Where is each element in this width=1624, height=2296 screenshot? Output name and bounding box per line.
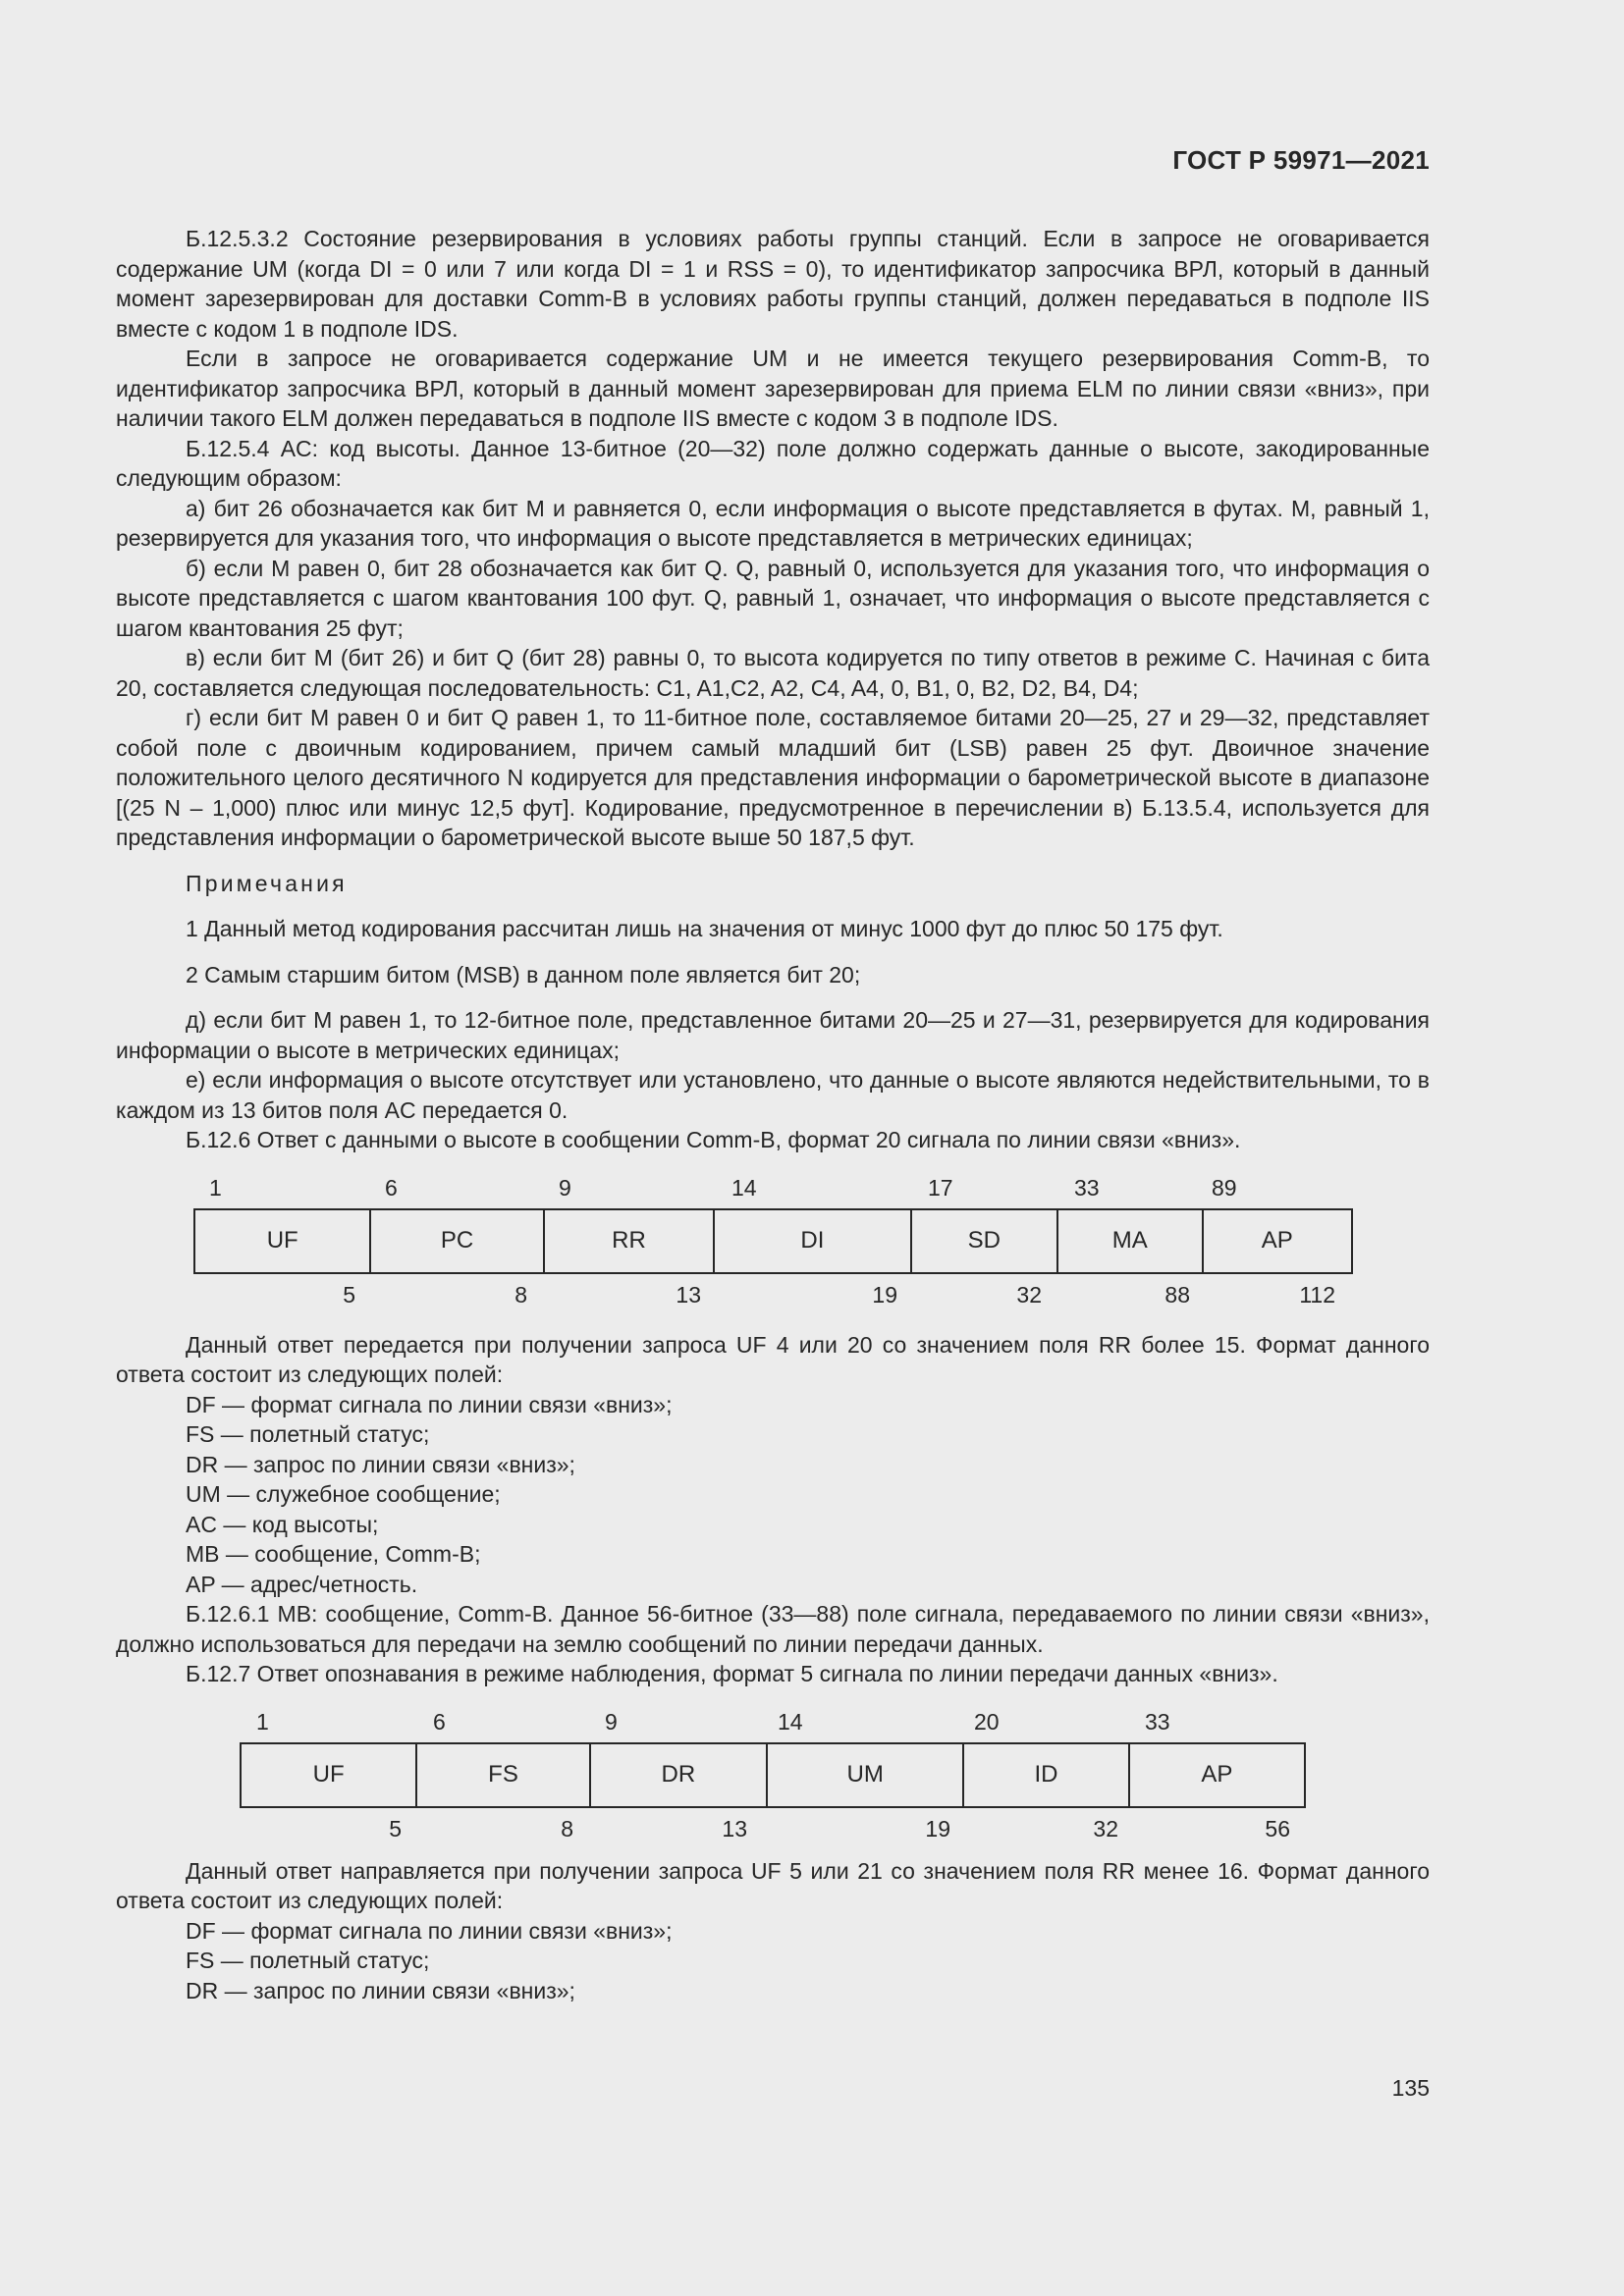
list-item: DF — формат сигнала по линии связи «вниз»; [186, 1391, 673, 1417]
paragraph: Данный ответ направляется при получении запроса UF 5 или 21 со значением поля RR менее 16. Формат данного ответа состоит из следующих полей: [116, 1857, 1430, 1913]
list-item: MB — сообщение, Comm-B; [186, 1541, 481, 1567]
paragraph: Б.12.5.4 AC: код высоты. Данное 13-битное (20—32) поле должно содержать данные о высоте, закодированные следующим образом: [116, 435, 1430, 491]
start-bit-label: 1 [209, 1174, 222, 1201]
list-item: FS — полетный статус; [186, 1948, 430, 1973]
document-header: ГОСТ Р 59971—2021 [1172, 145, 1430, 175]
paragraph: Б.12.5.3.2 Состояние резервирования в условиях работы группы станций. Если в запросе не оговаривается содержание UM (когда DI = 0 или 7 или когда DI = 1 и RSS = 0), то идентификатор запросчика ВРЛ, который в данный момент зарезервирован для доставки Comm-B в условиях работы группы станций, должен передаваться в подполе IIS вместе с кодом 1 в подполе IDS. [116, 226, 1430, 342]
field-cell: DI [715, 1210, 911, 1272]
end-bit-label: 8 [561, 1815, 573, 1842]
list-item: г) если бит М равен 0 и бит Q равен 1, то 11-битное поле, составляемое битами 20—25, 27 и 29—32, представляет собой поле с двоичным кодированием, причем самый младший бит (LSB) равен 25 фут. Двоичное значение положительного целого десятичного N кодируется для представления информации о барометрической высоте в диапазоне [(25 N – 1,000) плюс или минус 12,5 фут]. Кодирование, предусмотренное в перечислении в) Б.13.5.4, используется для представления информации о барометрической высоте выше 50 187,5 фут. [116, 705, 1430, 850]
start-bit-label: 9 [605, 1708, 618, 1735]
field-cell: ID [964, 1744, 1129, 1806]
end-bit-label: 112 [1299, 1281, 1335, 1308]
list-item: а) бит 26 обозначается как бит М и равняется 0, если информация о высоте представляется в футах. М, равный 1, резервируется для указания того, что информация о высоте представляется в метрических единицах; [116, 495, 1430, 551]
end-bit-label: 19 [872, 1281, 897, 1308]
bit-field-diagram-format-5 [116, 1703, 1430, 1852]
list-item: AP — адрес/четность. [186, 1571, 418, 1597]
start-bit-label: 20 [974, 1708, 1000, 1735]
field-cell: AP [1201, 1760, 1233, 1788]
end-bit-label: 32 [1093, 1815, 1118, 1842]
list-item: в) если бит М (бит 26) и бит Q (бит 28) равны 0, то высота кодируется по типу ответов в режиме С. Начиная с бита 20, составляется следующая последовательность: C1, A1,C2, A2, C4, A4, 0, B1, 0, B2, D2, B4, D4; [116, 645, 1430, 701]
list-item: AC — код высоты; [186, 1511, 379, 1537]
list-item: FS — полетный статус; [186, 1421, 430, 1447]
paragraph: Б.12.6 Ответ с данными о высоте в сообщении Comm-B, формат 20 сигнала по линии связи «вниз». [186, 1127, 1241, 1152]
start-bit-label: 33 [1074, 1174, 1100, 1201]
bit-field-diagram-format-20 [116, 1169, 1430, 1326]
end-bit-label: 5 [389, 1815, 402, 1842]
note-item: 2 Самым старшим битом (MSB) в данном поле является бит 20; [186, 961, 861, 988]
paragraph: Данный ответ передается при получении запроса UF 4 или 20 со значением поля RR более 15. Формат данного ответа состоит из следующих полей: [116, 1331, 1430, 1387]
end-bit-label: 88 [1164, 1281, 1190, 1308]
list-item: DR — запрос по линии связи «вниз»; [186, 1977, 575, 2003]
start-bit-label: 1 [256, 1708, 269, 1735]
start-bit-label: 6 [433, 1708, 446, 1735]
start-bit-label: 14 [778, 1708, 803, 1735]
field-cell: UF [242, 1744, 417, 1806]
start-bit-label: 33 [1145, 1708, 1170, 1735]
paragraph: Если в запросе не оговаривается содержание UM и не имеется текущего резервирования Comm-B, то идентификатор запросчика ВРЛ, который в данный момент зарезервирован для приема ELM по линии связи «вниз», при наличии такого ELM должен передаваться в подполе IIS вместе с кодом 3 в подполе IDS. [116, 346, 1430, 431]
list-item: UM — служебное сообщение; [186, 1481, 501, 1507]
end-bit-label: 56 [1265, 1815, 1290, 1842]
start-bit-label: 89 [1212, 1174, 1237, 1201]
list-item: б) если М равен 0, бит 28 обозначается как бит Q. Q, равный 0, используется для указания того, что информация о высоте представляется с шагом квантования 100 фут. Q, равный 1, означает, что информация о высоте представляется с шагом квантования 25 фут; [116, 555, 1430, 641]
paragraph: Б.12.7 Ответ опознавания в режиме наблюдения, формат 5 сигнала по линии передачи данных «вниз». [186, 1661, 1278, 1686]
field-cell: PC [371, 1210, 544, 1272]
field-cell: SD [912, 1210, 1059, 1272]
paragraph: Б.12.6.1 MB: сообщение, Comm-B. Данное 56-битное (33—88) поле сигнала, передаваемого по линии связи «вниз», должно использоваться для передачи на землю сообщений по линии передачи данных. [116, 1601, 1430, 1657]
field-frame [240, 1742, 1306, 1808]
field-frame [193, 1208, 1353, 1274]
end-bit-label: 13 [722, 1815, 747, 1842]
list-item: д) если бит М равен 1, то 12-битное поле, представленное битами 20—25 и 27—31, резервируется для кодирования информации о высоте в метрических единицах; [116, 1007, 1430, 1063]
notes-title: Примечания [186, 870, 348, 896]
end-bit-label: 19 [925, 1815, 950, 1842]
page-content [116, 224, 1430, 2005]
page-number: 135 [1391, 2075, 1430, 2101]
list-item: DR — запрос по линии связи «вниз»; [186, 1451, 575, 1477]
list-item: е) если информация о высоте отсутствует или установлено, что данные о высоте являются недействительными, то в каждом из 13 битов поля AC передается 0. [116, 1067, 1430, 1123]
list-item: DF — формат сигнала по линии связи «вниз»; [186, 1917, 673, 1944]
start-bit-label: 17 [928, 1174, 953, 1201]
end-bit-label: 32 [1016, 1281, 1042, 1308]
field-cell: AP [1261, 1226, 1293, 1254]
start-bit-label: 6 [385, 1174, 398, 1201]
field-cell: UF [195, 1210, 371, 1272]
field-cell: RR [545, 1210, 715, 1272]
field-cell: MA [1058, 1210, 1204, 1272]
note-item: 1 Данный метод кодирования рассчитан лишь на значения от минус 1000 фут до плюс 50 175 фут. [186, 916, 1223, 941]
end-bit-label: 5 [343, 1281, 355, 1308]
field-cell: FS [417, 1744, 590, 1806]
field-cell: UM [768, 1744, 964, 1806]
end-bit-label: 8 [514, 1281, 527, 1308]
start-bit-label: 9 [559, 1174, 571, 1201]
end-bit-label: 13 [676, 1281, 701, 1308]
start-bit-label: 14 [731, 1174, 757, 1201]
field-cell: DR [591, 1744, 768, 1806]
